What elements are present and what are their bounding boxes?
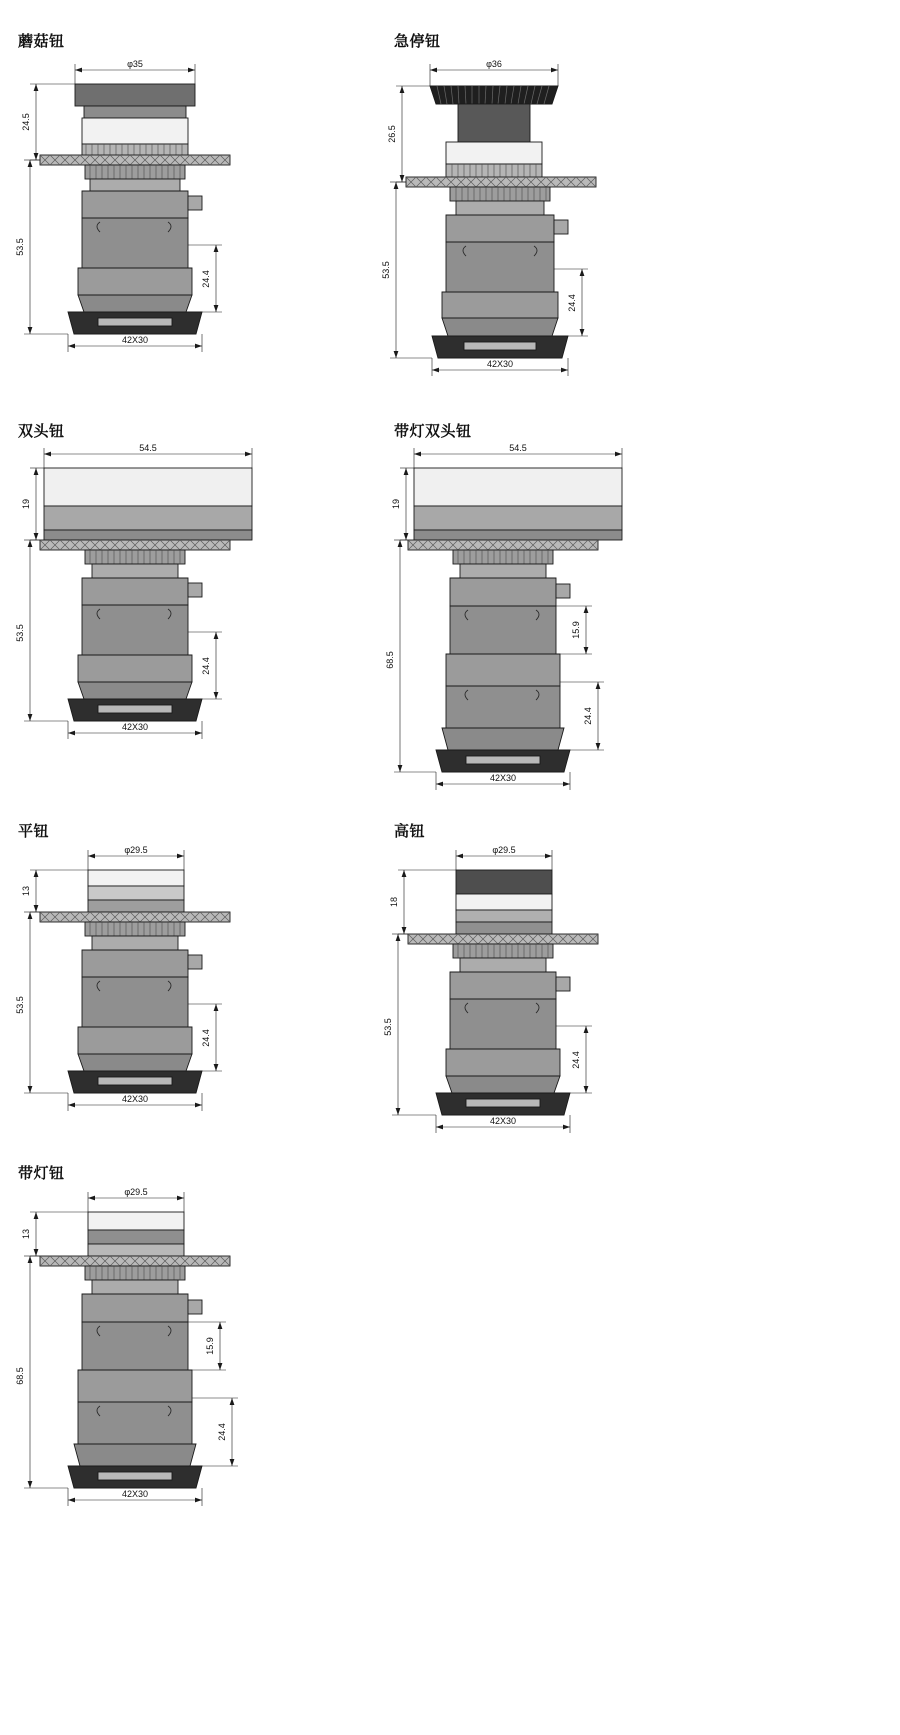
figure-title: 蘑菇钮 — [18, 33, 65, 50]
dim-body-height: 53.5 — [383, 1018, 393, 1036]
flush-button-drawing — [0, 840, 400, 1170]
dim-body-height: 68.5 — [15, 1367, 25, 1385]
dim-base-size: 42X30 — [489, 1116, 517, 1126]
dim-top-diameter: φ36 — [486, 59, 502, 69]
dim-head-height: 19 — [391, 498, 401, 510]
figure-emergency-stop-button — [380, 0, 780, 420]
figure-illuminated-double-head-button — [380, 408, 780, 808]
dim-head-height: 13 — [21, 885, 31, 897]
dim-top-width: 54.5 — [139, 443, 157, 453]
dim-top-diameter: φ35 — [127, 59, 143, 69]
dim-lamp-height: 15.9 — [205, 1337, 215, 1355]
dim-contact-height: 24.4 — [201, 1029, 211, 1047]
illuminated-button-drawing — [0, 1182, 400, 1582]
dim-lamp-height: 15.9 — [571, 621, 581, 639]
dim-body-height: 68.5 — [385, 651, 395, 669]
figure-title: 带灯钮 — [18, 1165, 65, 1182]
dim-body-height: 53.5 — [381, 261, 391, 279]
dim-base-size: 42X30 — [121, 722, 149, 732]
dim-top-width: 54.5 — [509, 443, 527, 453]
dim-contact-height: 24.4 — [583, 707, 593, 725]
dim-base-size: 42X30 — [489, 773, 517, 783]
illuminated-double-head-drawing — [380, 438, 780, 838]
dim-base-size: 42X30 — [121, 335, 149, 345]
dim-top-diameter: φ29.5 — [124, 845, 148, 855]
dim-body-height: 53.5 — [15, 624, 25, 642]
dim-base-size: 42X30 — [121, 1489, 149, 1499]
dim-head-height: 24.5 — [21, 113, 31, 131]
figure-title: 高钮 — [394, 823, 426, 840]
figure-title: 平钮 — [18, 823, 50, 840]
dim-base-size: 42X30 — [486, 359, 514, 369]
dim-contact-height: 24.4 — [217, 1423, 227, 1441]
dim-contact-height: 24.4 — [201, 270, 211, 288]
figure-title: 双头钮 — [18, 423, 65, 440]
dim-contact-height: 24.4 — [571, 1051, 581, 1069]
dim-top-diameter: φ29.5 — [492, 845, 516, 855]
figure-title: 急停钮 — [394, 33, 441, 50]
dim-body-height: 53.5 — [15, 996, 25, 1014]
figure-title: 带灯双头钮 — [394, 423, 472, 440]
dim-head-height: 13 — [21, 1228, 31, 1240]
emergency-stop-drawing — [380, 50, 780, 420]
figure-extended-button — [380, 808, 780, 1168]
figure-illuminated-button — [0, 1150, 400, 1570]
dim-top-diameter: φ29.5 — [124, 1187, 148, 1197]
dim-contact-height: 24.4 — [201, 657, 211, 675]
dim-head-height: 19 — [21, 498, 31, 510]
dim-base-size: 42X30 — [121, 1094, 149, 1104]
dim-contact-height: 24.4 — [567, 294, 577, 312]
figure-double-head-button — [0, 408, 400, 808]
dim-head-height: 18 — [389, 896, 399, 908]
dim-body-height: 53.5 — [15, 238, 25, 256]
double-head-drawing — [0, 438, 400, 808]
mushroom-button-drawing — [0, 50, 400, 390]
figure-flush-button — [0, 808, 400, 1168]
dim-head-height: 26.5 — [387, 125, 397, 143]
figure-mushroom-button — [0, 0, 400, 390]
extended-button-drawing — [380, 840, 780, 1180]
